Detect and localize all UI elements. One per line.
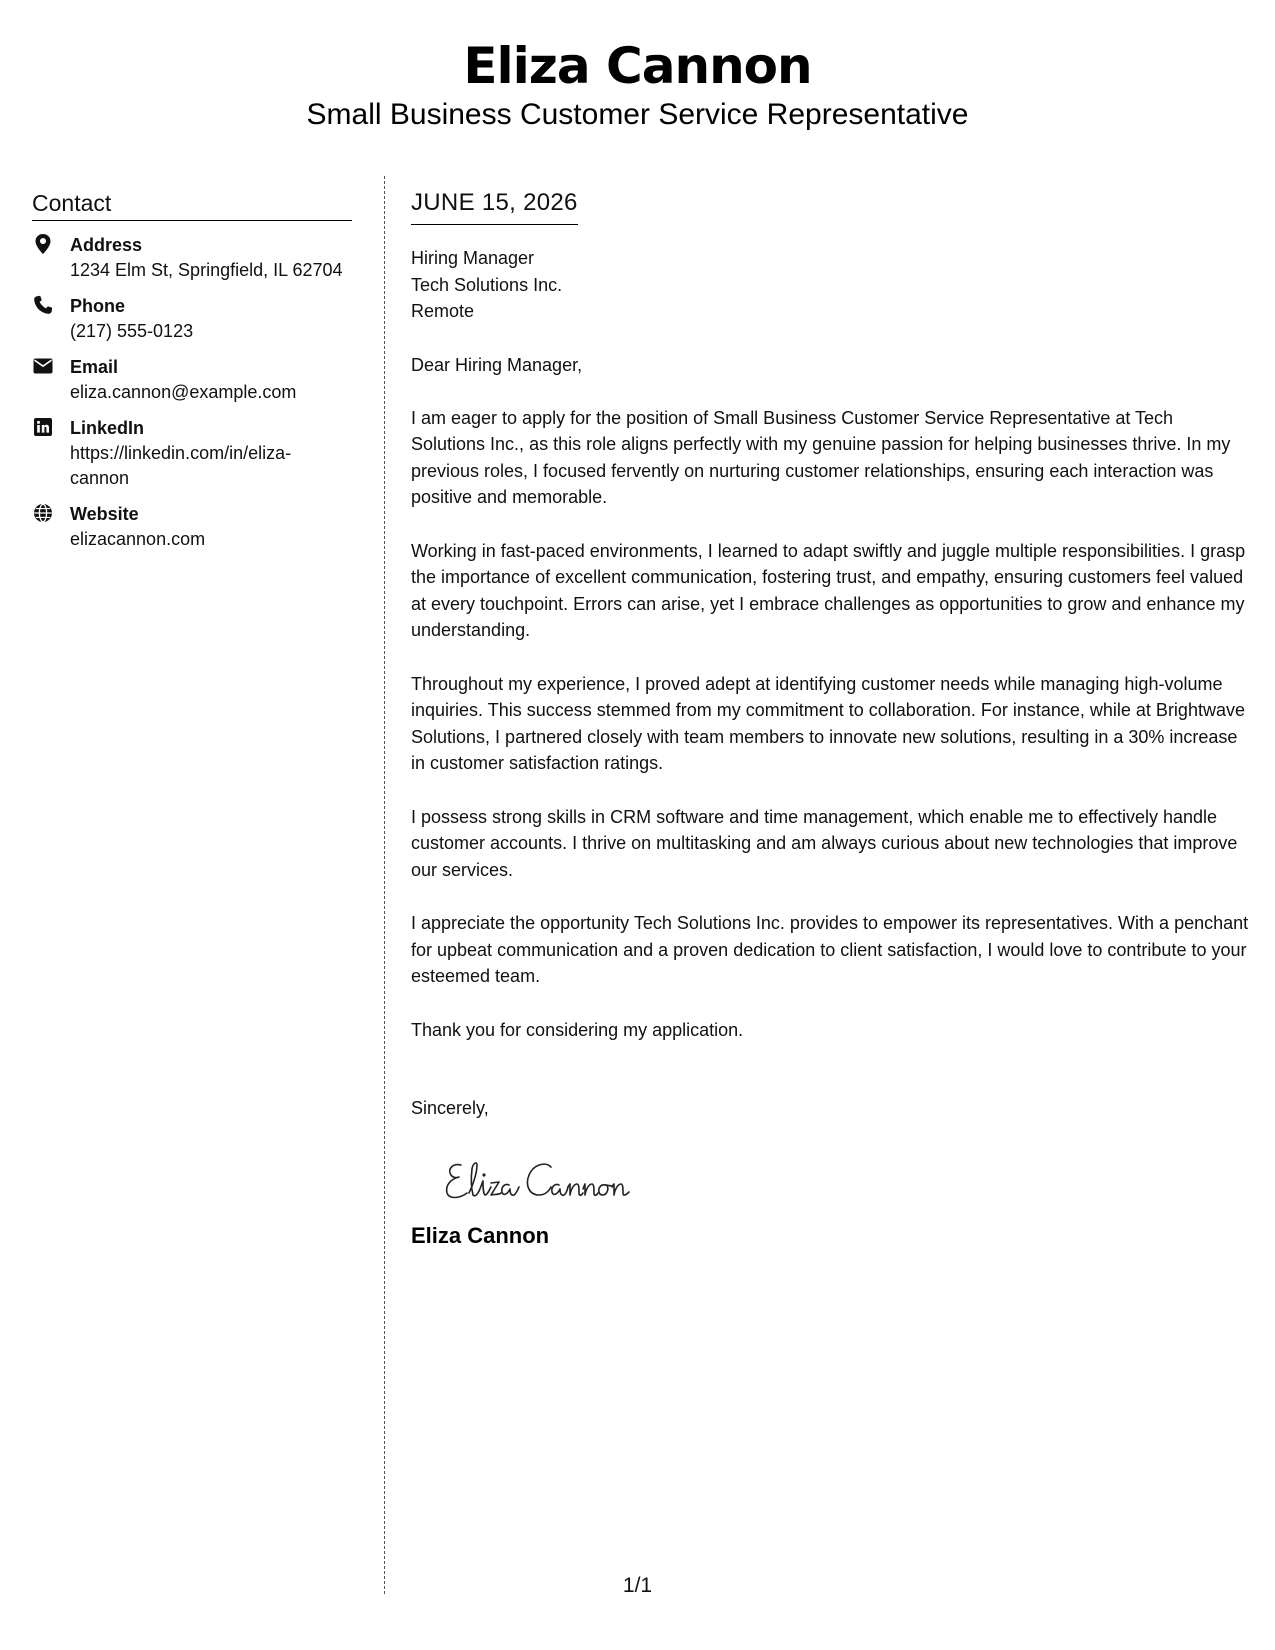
contact-heading: Contact xyxy=(32,188,352,221)
phone-icon xyxy=(32,294,54,316)
contact-item-website xyxy=(32,502,352,552)
contact-value-website: elizacannon.com xyxy=(70,529,206,549)
contact-value-phone: (217) 555-0123 xyxy=(70,321,194,341)
recipient-line: Tech Solutions Inc. xyxy=(411,274,563,295)
contact-value-email: eliza.cannon@example.com xyxy=(70,382,297,402)
contact-value-linkedin-line-1: https://linkedin.com/in/eliza- xyxy=(70,443,292,463)
contact-label-phone: Phone xyxy=(70,296,126,316)
linkedin-icon xyxy=(32,416,54,438)
recipient-block xyxy=(411,245,1251,325)
letter-paragraph: Throughout my experience, I proved adept at identifying customer needs while managing high-volume inquiries. This success stemmed from my commitment to collaboration. For instance, while at Brightwave Solutions, I partnered closely with team members to innovate new solutions, resulting in a 30% increase in customer satisfaction ratings. xyxy=(411,673,1245,773)
letter-paragraph: Thank you for considering my application. xyxy=(411,1019,744,1040)
header xyxy=(0,36,1275,134)
letter-body xyxy=(411,188,1251,1251)
contact-label-email: Email xyxy=(70,357,119,377)
column-divider xyxy=(384,176,385,1594)
signer-name: Eliza Cannon xyxy=(411,1223,550,1248)
contact-label-website: Website xyxy=(70,504,139,524)
date-block xyxy=(411,188,578,225)
closing: Sincerely, xyxy=(411,1098,489,1118)
letter-paragraph: I possess strong skills in CRM software and time management, which enable me to effectively handle customer accounts. I thrive on multitasking and am always curious about new technologies that improve our services. xyxy=(411,806,1238,880)
contact-value-address: 1234 Elm St, Springfield, IL 62704 xyxy=(70,260,343,280)
recipient-line: Hiring Manager xyxy=(411,248,535,268)
contact-value-linkedin-line-2: cannon xyxy=(70,468,130,488)
salutation: Dear Hiring Manager, xyxy=(411,354,583,375)
contact-item-phone xyxy=(32,294,352,344)
location-pin-icon xyxy=(32,233,54,255)
email-icon xyxy=(32,355,54,377)
letter-date: JUNE 15, 2026 xyxy=(411,189,578,216)
contact-item-email xyxy=(32,355,352,405)
handwritten-signature xyxy=(439,1151,1251,1211)
contact-sidebar xyxy=(32,188,352,563)
letter-paragraph: I appreciate the opportunity Tech Solutions Inc. provides to empower its representatives. With a penchant for upbeat communication and a proven dedication to client satisfaction, I would love to contribute to your esteemed team. xyxy=(411,913,1249,986)
contact-label-linkedin: LinkedIn xyxy=(70,418,145,438)
page-number: 1/1 xyxy=(622,1574,653,1597)
applicant-name: Eliza Cannon xyxy=(463,37,812,95)
recipient-line: Remote xyxy=(411,301,475,321)
contact-item-linkedin xyxy=(32,416,352,491)
contact-label-address: Address xyxy=(70,235,143,255)
job-title: Small Business Customer Service Representative xyxy=(306,98,969,131)
letter-paragraph: I am eager to apply for the position of Small Business Customer Service Representative at Tech Solutions Inc., as this role aligns perfectly with my genuine passion for helping businesses thrive. In my previous roles, I focused fervently on nurturing customer relationships, ensuring each interaction was positive and memorable. xyxy=(411,407,1231,507)
contact-list xyxy=(32,233,352,552)
globe-icon xyxy=(32,502,54,524)
contact-value-linkedin xyxy=(70,441,352,491)
contact-item-address xyxy=(32,233,352,283)
letter-paragraph: Working in fast-paced environments, I learned to adapt swiftly and juggle multiple responsibilities. I grasp the importance of excellent communication, fostering trust, and empathy, ensuring customers feel valued at every touchpoint. Errors can arise, yet I embrace challenges as opportunities to grow and enhance my understanding. xyxy=(411,540,1246,640)
